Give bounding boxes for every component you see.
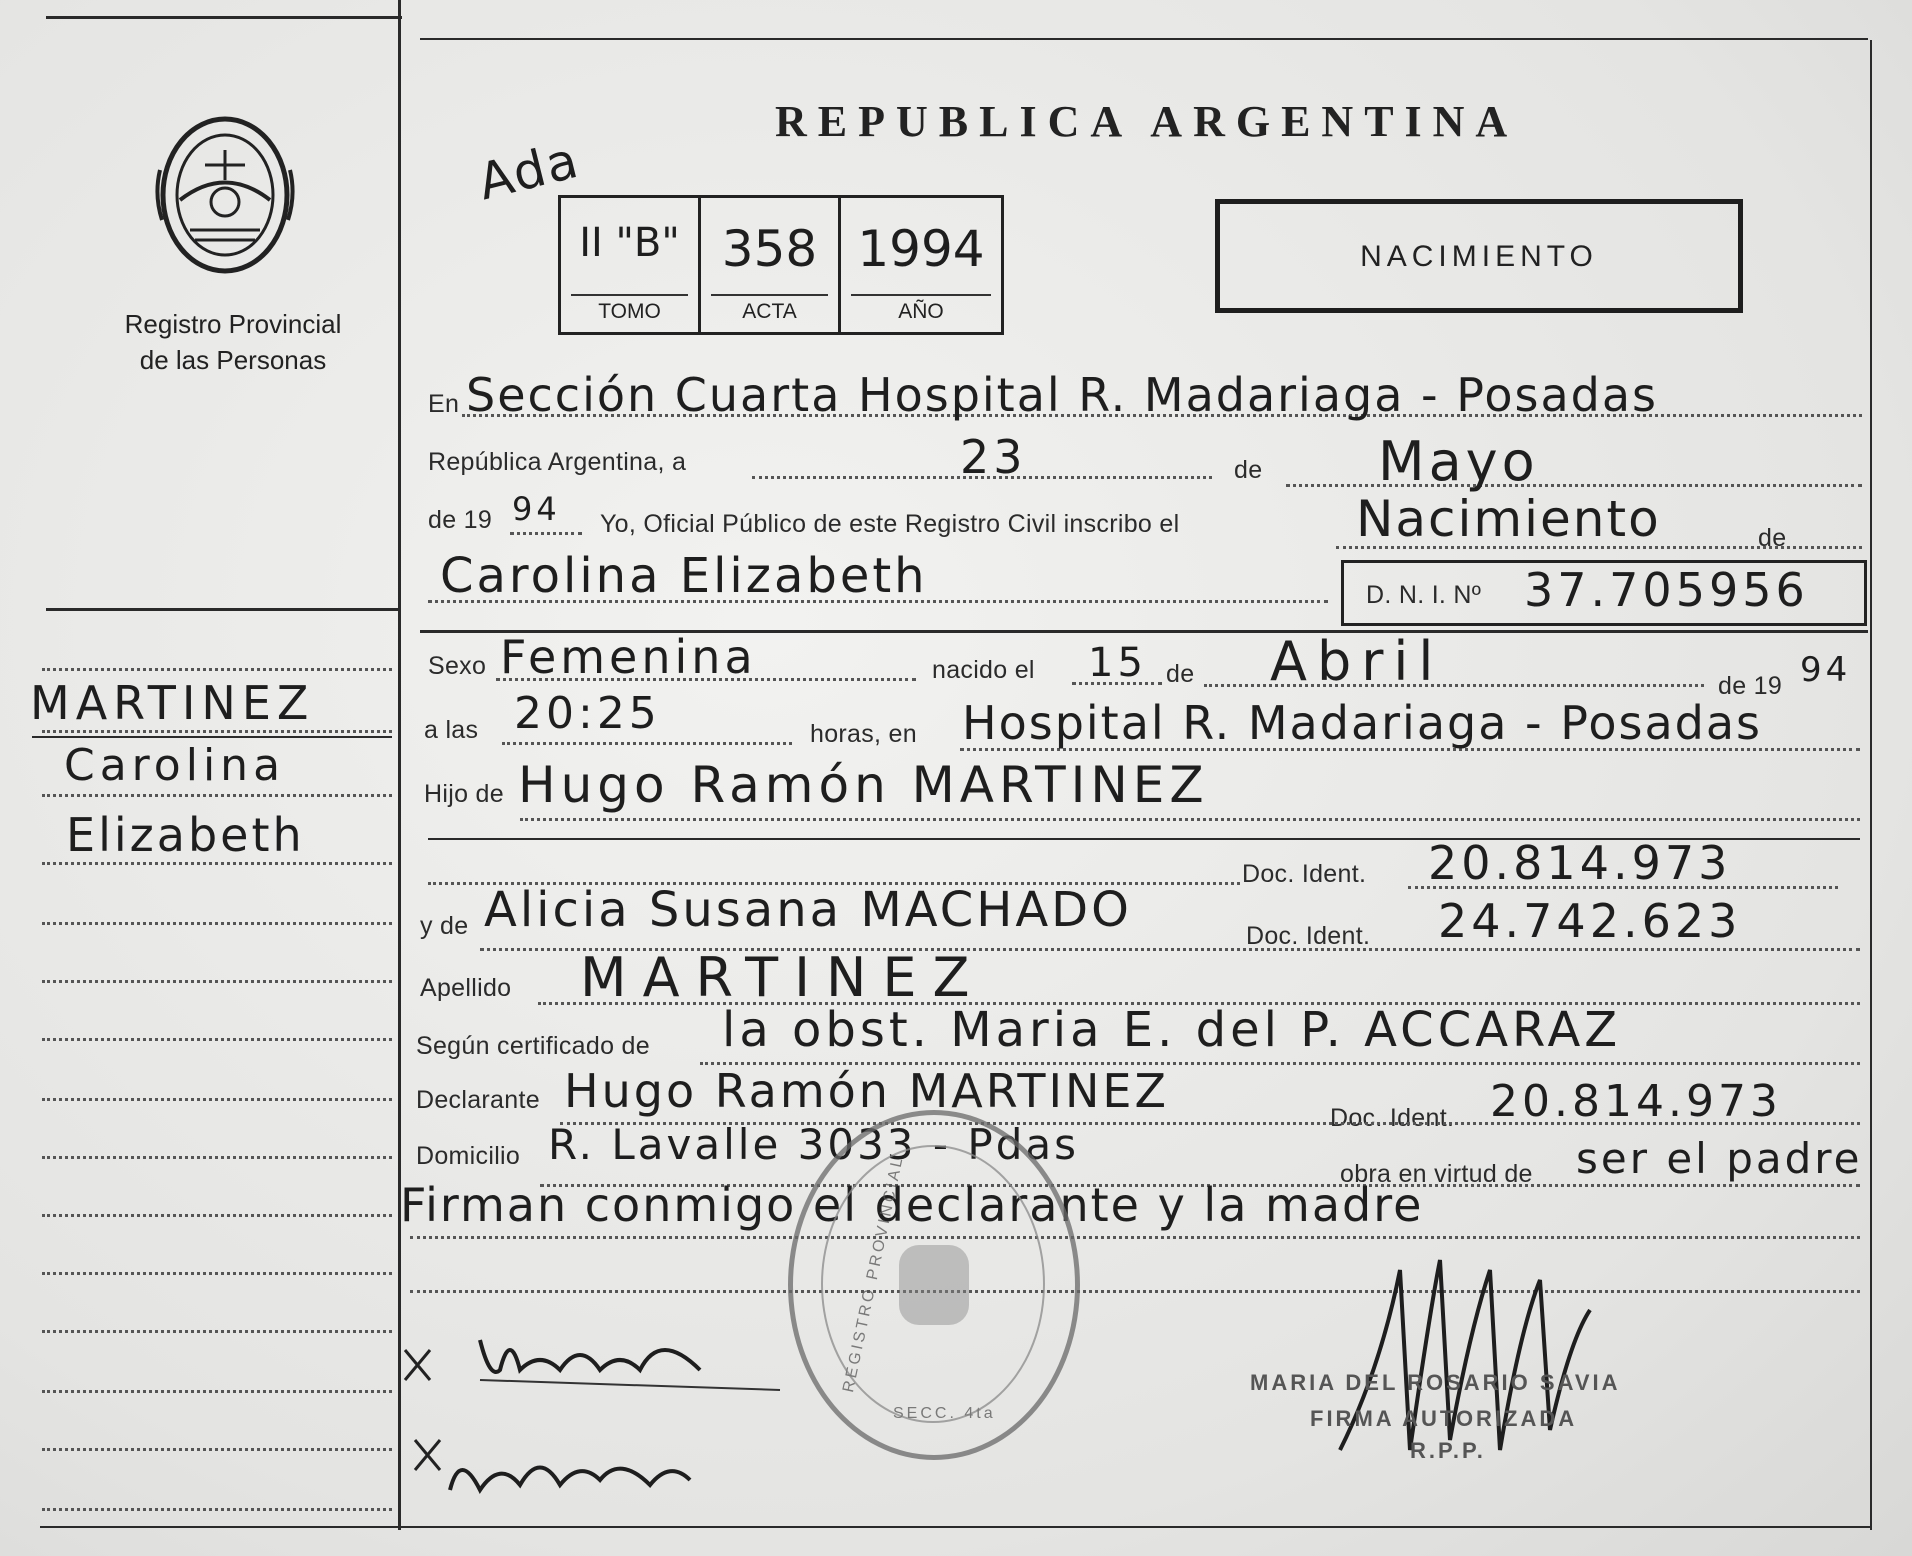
declarante-doc-value: 20.814.973 [1490,1076,1782,1127]
misiones-seal-icon [150,110,300,280]
en-label: En [428,390,460,418]
certificate-type-box [1215,199,1743,313]
hijo-label: Hijo de [424,780,504,808]
margin-line-3 [42,794,392,797]
registry-line-2: de las Personas [139,345,327,375]
margin-line-9 [42,1156,392,1159]
republica-label: República Argentina, a [428,448,687,476]
hora-line [502,742,792,745]
tomo-label: TOMO [571,294,688,324]
apellido-value: MARTINEZ [580,946,986,1009]
nacido-month: Abril [1270,630,1444,693]
margin-line-10 [42,1214,392,1217]
tomo-cell [561,198,701,332]
alas-label: a las [424,716,479,744]
margin-surname: MARTINEZ [30,676,315,730]
nacido-de-label: de [1166,660,1195,688]
mother-signature-icon [410,1430,710,1520]
anio-cell [841,198,1001,332]
domicilio-value: R. Lavalle 3033 - Pdas [548,1120,1079,1169]
lugar-value: Hospital R. Madariaga - Posadas [962,696,1762,750]
rpp-label: R.P.P. [1410,1438,1486,1463]
dni-value: 37.705956 [1524,563,1809,617]
top-rule-left [46,16,402,19]
sexo-label: Sexo [428,652,487,680]
margin-section-rule [46,608,398,611]
left-column-divider [398,0,401,1530]
acta-value: 358 [721,220,818,278]
nombre-value: Carolina Elizabeth [440,548,928,604]
nacido-year: 94 [1800,650,1852,690]
firman-text: Firman conmigo el declarante y la madre [400,1178,1424,1232]
horas-en-label: horas, en [810,720,917,748]
margin-line-2 [42,730,392,733]
margin-line-8 [42,1098,392,1101]
stamp-ring-text: REGISTRO PROVINCIAL [840,1153,907,1394]
de-label: de [1234,456,1263,484]
firma-autorizada-label: FIRMA AUTORIZADA [1310,1406,1578,1431]
declarant-signature-icon [400,1320,800,1400]
margin-given-1: Carolina [64,740,286,791]
y-de-label: y de [420,912,469,940]
margin-line-11 [42,1272,392,1275]
month-line [1286,484,1862,487]
segun-value: la obst. Maria E. del P. ACCARAZ [722,1002,1622,1058]
registry-line-1: Registro Provincial [124,309,342,339]
dni-box [1341,560,1867,626]
official-name: MARIA DEL ROSARIO SAVIA [1250,1370,1621,1395]
yo-text: Yo, Oficial Público de este Registro Civil inscribo el [600,510,1180,538]
certificate-type: NACIMIENTO [1360,240,1598,273]
obra-label: obra en virtud de [1340,1160,1533,1188]
margin-line-13 [42,1390,392,1393]
margin-line-1 [42,668,392,671]
hora-value: 20:25 [514,688,661,739]
day-value: 23 [960,430,1027,484]
en-value: Sección Cuarta Hospital R. Madariaga - Posadas [466,368,1659,422]
de2-label: de [1758,524,1787,552]
padre-doc-label: Doc. Ident. [1242,860,1367,888]
padre-line [520,818,1860,821]
madre-doc-label: Doc. Ident. [1246,922,1371,950]
right-border [1870,40,1872,1530]
year-value: 94 [512,490,561,528]
top-rule-right [420,38,1868,40]
margin-given-2: Elizabeth [66,808,305,862]
tomo-value: II "B" [579,220,680,266]
nacido-year-label: de 19 [1718,672,1783,700]
page-title: REPUBLICA ARGENTINA [775,97,1519,146]
domicilio-label: Domicilio [416,1142,521,1170]
handwritten-annotation: Ada [472,130,586,212]
blank-line-1 [410,1290,1860,1293]
margin-line-14 [42,1448,392,1451]
anio-value: 1994 [857,220,985,278]
margin-line-12 [42,1330,392,1333]
acta-label: ACTA [711,294,828,324]
margin-line-5 [42,922,392,925]
margin-line-7 [42,1038,392,1041]
padre-value: Hugo Ramón MARTINEZ [518,756,1209,814]
margin-line-6 [42,980,392,983]
sexo-value: Femenina [500,630,757,684]
registry-heading [78,306,388,378]
record-number-box [558,195,1004,335]
nacido-day: 15 [1088,640,1147,686]
declarante-label: Declarante [416,1086,540,1114]
madre-value: Alicia Susana MACHADO [484,882,1132,938]
apellido-label: Apellido [420,974,512,1002]
official-signature-icon [1320,1250,1620,1470]
firman-line [410,1236,1860,1239]
obra-value: ser el padre [1576,1134,1863,1183]
registry-stamp [788,1110,1080,1460]
declarante-doc-label: Doc. Ident. [1330,1104,1455,1132]
year-label: de 19 [428,506,493,534]
segun-label: Según certificado de [416,1032,650,1060]
margin-line-15 [42,1508,392,1511]
madre-doc-value: 24.742.623 [1438,894,1742,948]
declarante-value: Hugo Ramón MARTINEZ [564,1064,1170,1118]
year-line [510,532,582,535]
dni-label: D. N. I. Nº [1366,581,1482,609]
padre-doc-value: 20.814.973 [1428,836,1732,890]
acta-cell [701,198,841,332]
nacido-label: nacido el [932,656,1035,684]
margin-surname-underline [32,736,392,738]
margin-line-4 [42,862,392,865]
sexo-line [496,678,916,681]
anio-label: AÑO [851,294,991,324]
bottom-rule [40,1526,1872,1528]
month-value: Mayo [1378,430,1539,493]
stamp-emblem-icon [889,1235,979,1335]
stamp-section-text: SECC. 4ta [893,1405,996,1422]
acto-value: Nacimiento [1356,490,1661,548]
